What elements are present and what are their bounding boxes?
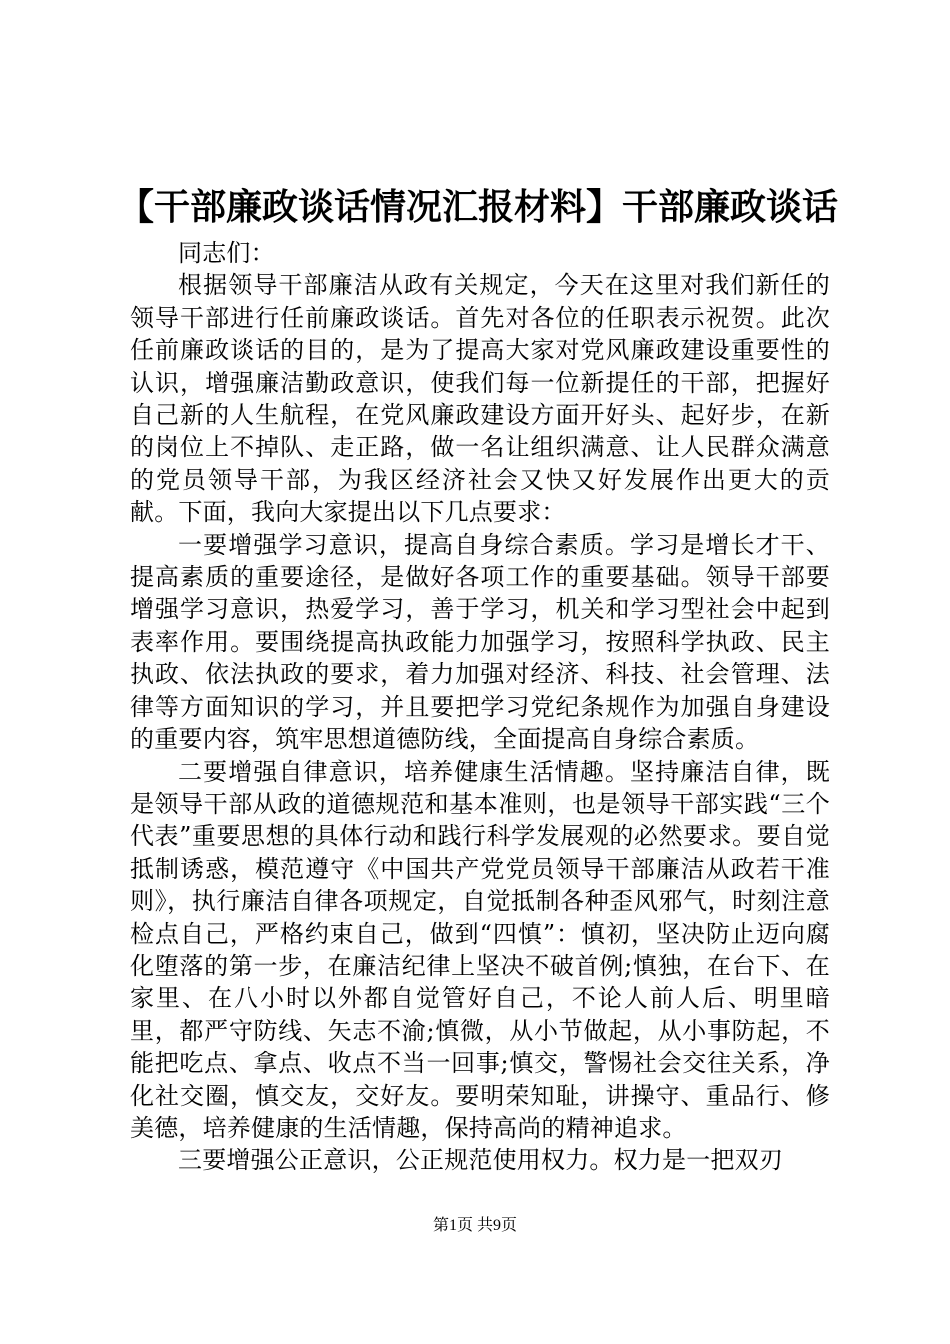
intro-paragraph: 根据领导干部廉洁从政有关规定，今天在这里对我们新任的领导干部进行任前廉政谈话。首先对各位的任职表示祝贺。此次任前廉政谈话的目的，是为了提高大家对党风廉政建设重要性的认识，增强廉洁勤政意识，使我们每一位新提任的干部，把握好自己新的人生航程，在党风廉政建设方面开好头、起好步，在新的岗位上不掉队、走正路，做一名让组织满意、让人民群众满意的党员领导干部，为我区经济社会又快又好发展作出更大的贡献。下面，我向大家提出以下几点要求： xyxy=(130,271,830,527)
point-one-paragraph: 一要增强学习意识，提高自身综合素质。学习是增长才干、提高素质的重要途径，是做好各项工作的重要基础。领导干部要增强学习意识，热爱学习，善于学习，机关和学习型社会中起到表率作用。要围绕提高执政能力加强学习，按照科学执政、民主执政、依法执政的要求，着力加强对经济、科技、社会管理、法律等方面知识的学习，并且要把学习党纪条规作为加强自身建设的重要内容，筑牢思想道德防线，全面提高自身综合素质。 xyxy=(130,530,830,754)
document-title: 【干部廉政谈话情况汇报材料】干部廉政谈话 xyxy=(118,187,839,228)
point-three-paragraph: 三要增强公正意识，公正规范使用权力。权力是一把双刃 xyxy=(178,1146,783,1175)
point-two-paragraph: 二要增强自律意识，培养健康生活情趣。坚持廉洁自律，既是领导干部从政的道德规范和基本准则，也是领导干部实践“三个代表”重要思想的具体行动和践行科学发展观的必然要求。要自觉抵制诱惑，模范遵守《中国共产党党员领导干部廉洁从政若干准则》，执行廉洁自律各项规定，自觉抵制各种歪风邪气，时刻注意检点自己，严格约束自己，做到“四慎”：慎初，坚决防止迈向腐化堕落的第一步，在廉洁纪律上坚决不破首例;慎独，在台下、在家里、在八小时以外都自觉管好自己，不论人前人后、明里暗里，都严守防线、矢志不渝;慎微，从小节做起，从小事防起，不能把吃点、拿点、收点不当一回事;慎交，警惕社会交往关系，净化社交圈，慎交友，交好友。要明荣知耻，讲操守、重品行、修美德，培养健康的生活情趣，保持高尚的精神追求。 xyxy=(130,757,830,1142)
document-body xyxy=(130,237,830,1177)
page-number-footer: 第1页 共9页 xyxy=(432,1217,517,1234)
salutation-paragraph: 同志们： xyxy=(178,239,275,267)
